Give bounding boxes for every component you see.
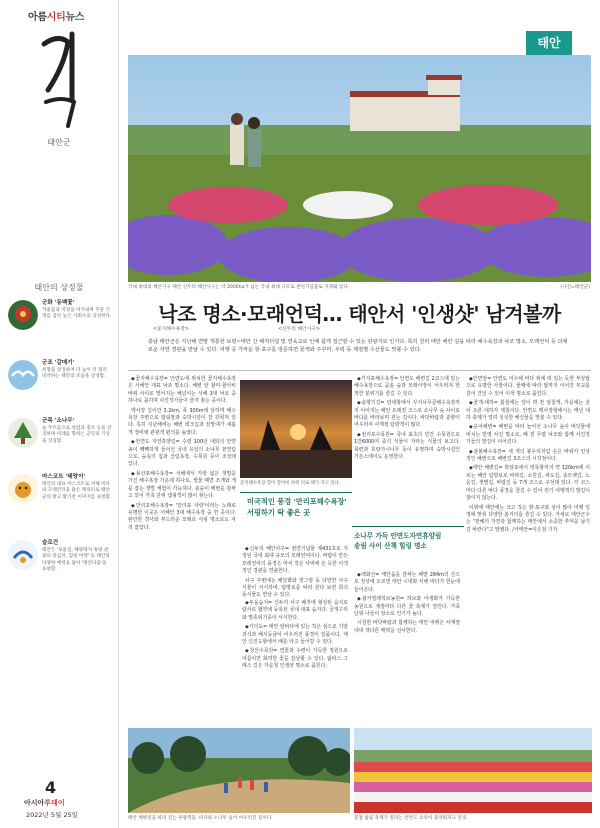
- symbol-item: 군조 '갈매기' 희망을 상징하며 더 높이 더 멀리 비약하는 태안의 모습을 상징함.: [8, 360, 112, 390]
- county-name: 태안군: [47, 138, 71, 147]
- article-column-3b: ◆백화산= 태안읍을 감싸는 해발 284m의 산으로 정상에 오르면 태안 시내와 서해 바다가 한눈에 들어온다. ◆팜카밀레허브농원= 허브와 야생화가 가득한 농원으로 계절마다 다른 꽃 축제가 열린다. 가족 단위 나들이 장소로 인기가 높다. 시원한 바닷바람과 함께하는 태안 여행은 사계절 내내 색다른 매력을 선사한다.: [354, 572, 460, 634]
- article-column-4: ◆안면암= 안면도 여수해 바다 위에 떠 있는 듯한 부상탑으로 유명한 사찰이다. 물때에 따라 탑까지 이어진 부교를 걸어 건널 수 있어 이색 명소로 꼽힌다. ◆꽃게·대하= 봄철에는 알이 꽉 찬 암꽃게, 가을에는 살이 오른 대하가 제철이다. 안면도 백사장항에서는 매년 대하 축제가 열려 싱싱한 해산물을 맛볼 수 있다. ◆운여해변= 해변을 따라 늘어선 소나무 숲이 바닷물에 비치는 반영 사진 명소로, 해 질 무렵 낙조와 함께 사진작가들의 발길이 이어진다. ◆삼봉해수욕장= 세 개의 봉우리처럼 솟은 바위가 인상적인 해변으로 해변길 3코스의 시작점이다. ◆태안 해변길= 학암포에서 영목항까지 약 120km에 이르는 해안 탐방로로 바라길, 소원길, 파도길, 솔모랫길, 노을길, 샛별길, 바람길 등 7개 코스로 구성돼 있다. 각 코스마다 다른 바다 풍경을 즐길 수 있어 걷기 여행객의 발길이 끊이지 않는다. 이밖에 태안에는 크고 작은 항·포구와 섬이 많아 여행 일정에 맞춰 다양한 볼거리를 즐길 수 있다. 가세로 태안군수는 "천혜의 자연과 함께하는 태안에서 소중한 추억을 남기길 바란다"고 말했다. /거태안=이은철 기자: [466, 376, 590, 533]
- slogan-icon: [8, 540, 38, 570]
- article-column-1: ◆꽃지해수욕장= 안면도에 위치한 꽃지해수욕장은 서해안 대표 낙조 명소다. 해변 앞 할미·할아비 바위 사이로 떨어지는 해넘이는 서해 3대 낙조 중 하나로 꼽히며 사진작가들이 즐겨 찾는 곳이다. 백사장 길이만 3.2km, 폭 300m에 달하며 해수욕장 주변으로 캠핑장과 숙박시설이 잘 갖춰져 있다. 특히 지난해에는 해변 데크길과 전망대가 새롭게 정비돼 관광객 편의를 높였다. ◆안면도 자연휴양림= 수령 100년 내외의 안면송이 빽빽하게 들어선 국내 유일의 소나무 천연림으로, 숲속의 집과 산림욕장, 수목원 등이 조성돼 있다. ◆몽산포해수욕장= 서해에서 가장 넓은 갯벌을 가진 해수욕장 가운데 하나로, 썰물 때면 조개와 게를 잡는 갯벌 체험이 가능하다. 솔숲이 해변을 감싸고 있어 가족 단위 캠핑객이 많이 찾는다. ◆만리포해수욕장= '만리포 사랑'이라는 노래로 유명한 이곳은 서해안 3대 해수욕장 중 한 곳이다. 완만한 경사와 부드러운 모래로 서핑 명소로도 자리 잡았다.: [128, 376, 236, 531]
- tulip-caption: 봄철 튤립 축제가 열리는 안면도 코리아 플라워파크 전경.: [354, 816, 468, 821]
- pull-quote-2: 소나무 가득 안면도자연휴양림 송림 사이 산책 힐링 명소: [354, 532, 442, 550]
- calligraphy-title: [38, 30, 82, 130]
- trail-photo: [128, 728, 350, 813]
- photo-label-left: <꽃지해수욕장>: [153, 327, 189, 332]
- symbol-item: 군목 '소나무' 늘 푸르름으로 청렴과 절조 등을 상징하며 미래를 향하는 군민의 기상을 상징함.: [8, 418, 112, 448]
- lead-paragraph: 충남 태안군은 지난해 연말 개통한 보령~태안 간 해저터널 및 연육교로 인해 쉽게 접근할 수 있는 관광지로 인기다. 특히 천리 태안 해안 길을 따라 해수욕장과 낙조 명소, 모래언덕 등 다채로운 자연 경관을 만날 수 있다. 여행 중 가까운 항·포구를 방문하면 꽃게와 주꾸미, 우럭 등 계절별 수산물도 맛볼 수 있다.: [148, 339, 568, 354]
- trail-caption: 태안 해변길을 따라 걷는 관광객들. 바다와 소나무 숲이 어우러진 길이다.: [128, 816, 273, 821]
- photo-credit: (사진=태안군): [560, 285, 590, 290]
- hero-photo: [128, 55, 591, 282]
- pull-quote-rule: [352, 526, 464, 527]
- symbols-title: 태안의 상징물: [34, 283, 84, 292]
- symbol-item: 마스코트 '태랑이' 태안의 대표 마스코트로 서해 바다와 모래언덕을 닮은 캐릭터로 태안군의 밝고 활기찬 이미지를 표현함.: [8, 474, 112, 504]
- article-column-2: ◆신두리 해안사구= 천연기념물 제431호로 지정된 국내 최대 규모의 모래언덕이다. 바람이 만든 모래언덕의 풍경은 마치 작은 사막에 온 듯한 이색적인 경관을 연출한다. 사구 주변에는 해당화와 갯그령 등 다양한 사구 식물이 서식하며, 탐방로를 따라 걷다 보면 희귀 동식물도 만날 수 있다.: [242, 546, 348, 599]
- issue-date: 2022년 5월 25일: [26, 811, 78, 819]
- sunset-photo: [240, 380, 352, 478]
- hero-caption: 국내 최대의 해안사구 태안 신두리 해안사구는 약 2000ha가 넘는 국내 최대 규모로 천연기념물로 지정돼 있다.: [128, 285, 350, 290]
- seagull-icon: [8, 360, 38, 390]
- pull-quote-rule: [240, 492, 352, 493]
- svg-text:길: 길: [38, 30, 39, 31]
- publisher-name: 아시아투데이: [24, 799, 65, 807]
- divider: [128, 370, 591, 371]
- pine-tree-icon: [8, 418, 38, 448]
- page-number: 4: [45, 778, 57, 797]
- brand-logo: 아름시티뉴스: [28, 12, 85, 23]
- article-column-3: ◆기지포해수욕장= 안면도 해변길 2코스에 있는 해수욕장으로 곰솔 숲과 모래사장이 어우러져 한적한 분위기를 즐길 수 있다. ◆솔향기길= 만대항에서 꾸지나무골해수욕장까지 이어지는 해안 트레킹 코스로 소나무 숲 사이로 바다를 바라보며 걷는 길이다. 바닷바람과 솔향이 어우러져 사계절 탐방객이 많다. ◆천리포수목원= 국내 최초의 민간 수목원으로 1만6000여 종의 식물이 자라는 식물의 보고다. 목련과 호랑가시나무 등이 유명하며 숙박시설인 가든스테이도 운영한다.: [354, 376, 460, 461]
- headline: 낙조 명소·모래언덕… 태안서 '인생샷' 남겨볼까: [158, 302, 561, 326]
- sunset-caption: 꽃지해수욕장 할미·할아비 바위 뒤로 해가 지고 있다.: [240, 481, 341, 486]
- region-tag: 태안: [526, 31, 572, 55]
- article-column-2b: ◆두웅습지= 신두리 사구 배후에 형성된 습지로 람사르 협약에 등록된 국내 대표 습지다. 금개구리와 멸종위기종이 서식한다. ◆가의도= 태안 앞바다에 있는 작은 섬으로 기암괴석과 해식동굴이 어우러진 풍경이 일품이다. 태안 신진도항에서 배를 타고 들어갈 수 있다. ◆청산수목원= 연꽃과 수련이 가득한 정원으로 여름이면 화려한 꽃을 감상할 수 있다. 팜파스 그래스 길은 가을철 인생샷 명소로 꼽힌다.: [242, 600, 348, 670]
- symbol-item: 군화 '동백꽃' 겨울꽃과 역경을 이겨내며 꾸준 기개를 굽힌 높은 사회수의 상징한다.: [8, 300, 112, 330]
- pull-quote: 미국적인 풍경 '만리포해수욕장' 서핑하기 딱 좋은 곳: [247, 497, 347, 517]
- mascot-icon: [8, 474, 38, 504]
- symbol-item: 슬로건 태안은 '보물섬, 해양레저 휴양 관광의 중심지, 힐링 여행' 등 태안의 다양한 매력을 담아 '태안다움'을 표현함.: [8, 540, 112, 574]
- camellia-icon: [8, 300, 38, 330]
- tulip-field-photo: [354, 728, 592, 813]
- photo-label-right: <신두리 해안사구>: [278, 327, 321, 332]
